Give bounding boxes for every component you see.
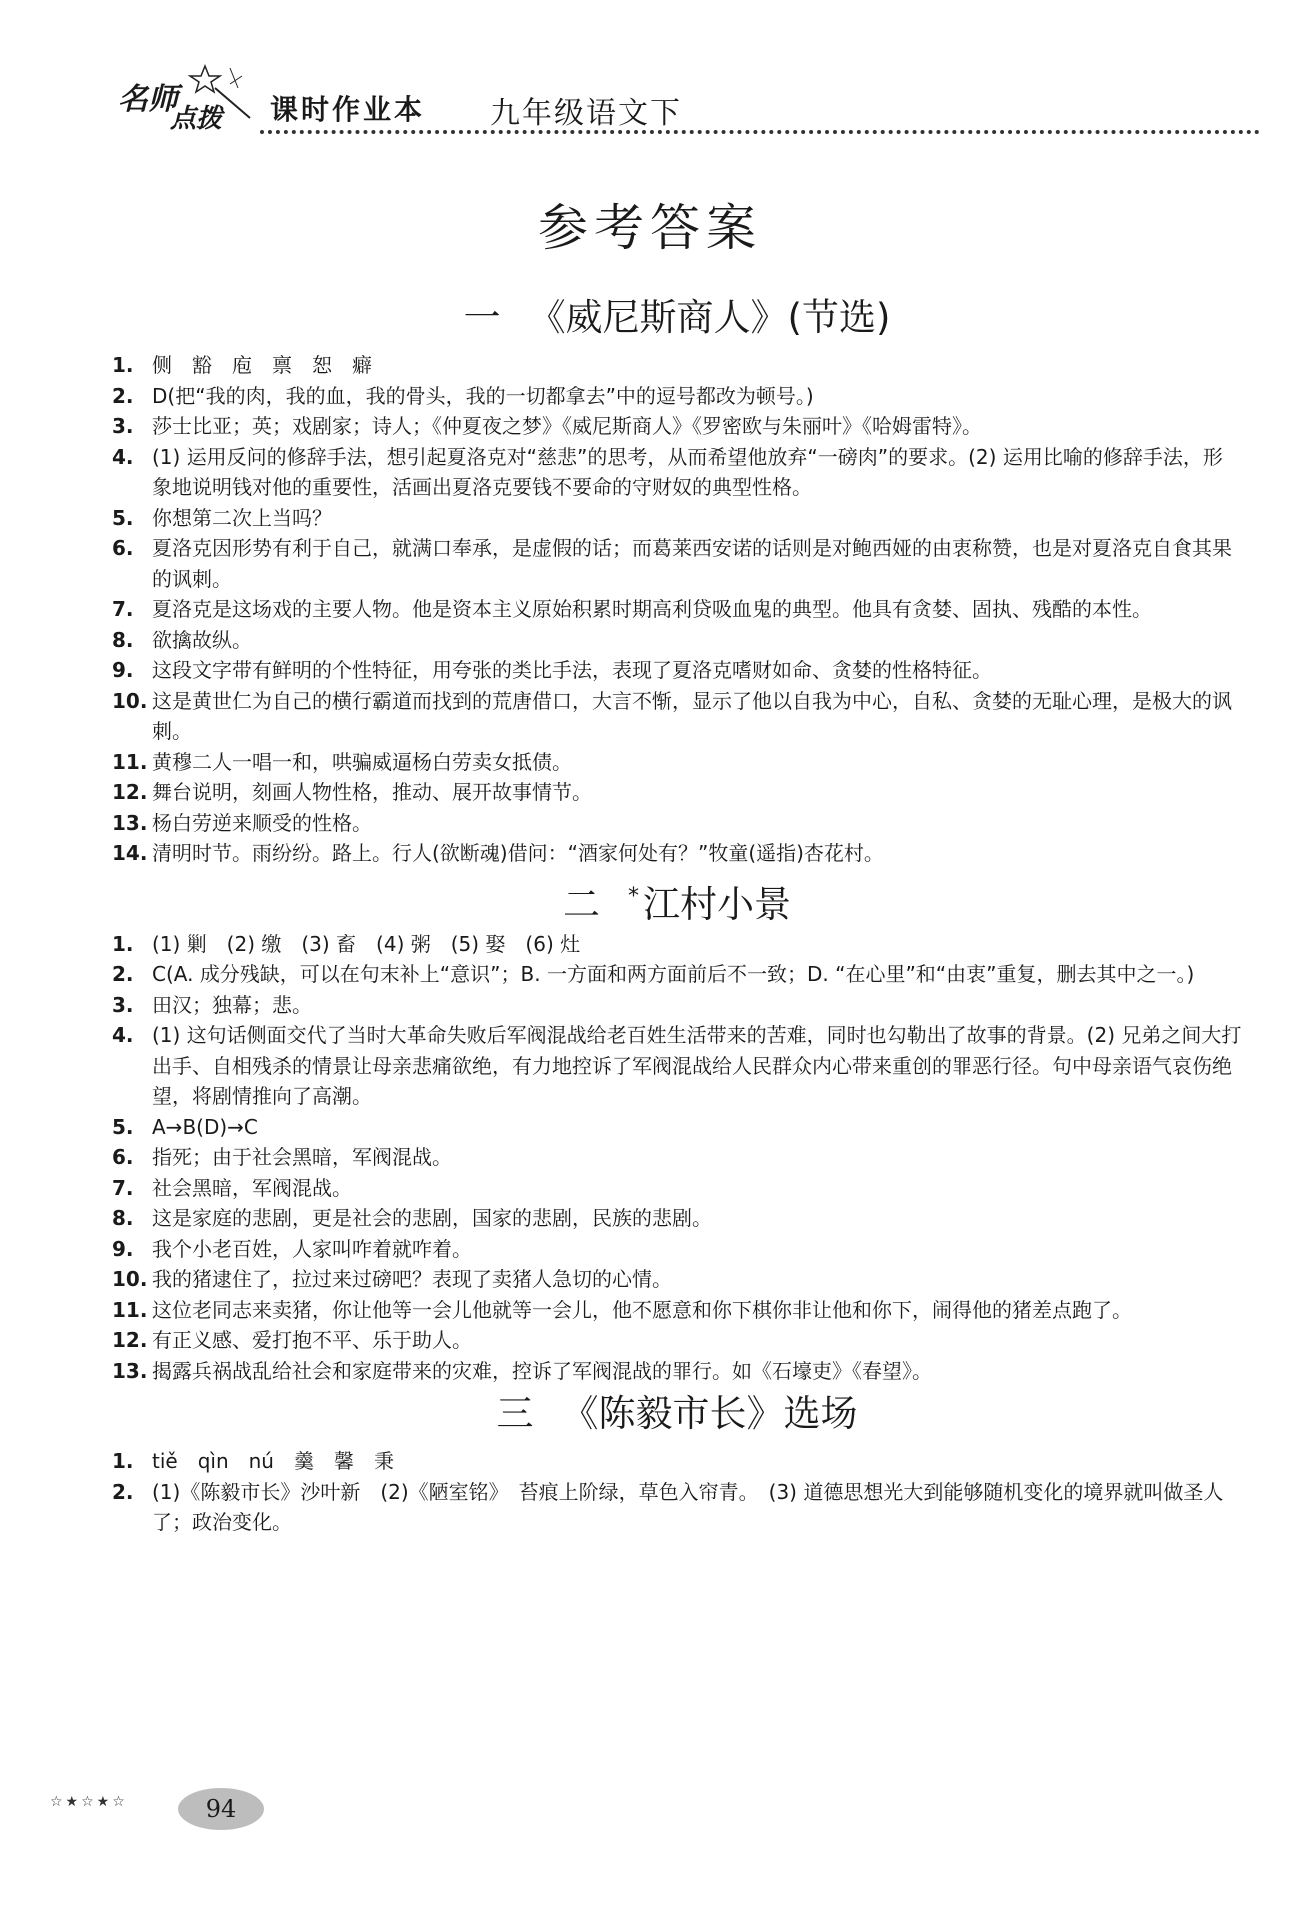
answer-item [112,1325,1242,1356]
answer-item [112,503,1242,534]
answer-number: 2. [112,1479,134,1504]
answer-content [112,290,1242,1538]
grade-subject: 九年级语文下 [490,96,682,131]
answer-item [112,1020,1242,1112]
answer-text: A→B(D)→C [152,1114,258,1139]
answer-number: 2. [112,962,134,986]
answer-text: 这是家庭的悲剧，更是社会的悲剧，国家的悲剧，民族的悲剧。 [152,1206,712,1230]
logo-text-line1: 名师 [118,82,178,117]
answer-item [112,625,1242,656]
answer-item [112,655,1242,686]
answer-item [112,1173,1242,1204]
answer-text: 指死；由于社会黑暗，军阀混战。 [152,1145,452,1169]
answer-number: 11. [112,1297,148,1322]
page-header [110,58,1260,138]
answer-number: 5. [112,505,134,530]
answer-number: 11. [112,749,148,774]
answer-number: 2. [112,383,134,408]
answer-text: 夏洛克是这场戏的主要人物。他是资本主义原始积累时期高利贷吸血鬼的典型。他具有贪婪、固执、残酷的本性。 [152,597,1152,621]
answer-text: 莎士比亚；英；戏剧家；诗人；《仲夏夜之梦》《威尼斯商人》《罗密欧与朱丽叶》《哈姆雷特》。 [152,414,982,438]
answer-number: 4. [112,1023,134,1047]
section-number: 一 [463,296,501,339]
answer-number: 8. [112,627,134,652]
answer-text: 侧 豁 庖 禀 恕 癖 [152,353,372,377]
answer-text: C(A. 成分残缺，可以在句末补上“意识”；B. 一方面和两方面前后不一致；D. “在心里”和“由衷”重复，删去其中之一。) [152,962,1195,986]
answer-text: 黄穆二人一唱一和，哄骗威逼杨白劳卖女抵债。 [152,749,572,774]
answer-item [112,838,1242,869]
answer-item [112,594,1242,625]
answer-item [112,350,1242,381]
answer-text: 我个小老百姓，人家叫咋着就咋着。 [152,1236,472,1261]
answer-text: 你想第二次上当吗？ [152,505,332,530]
answer-number: 12. [112,1328,148,1352]
answer-number: 13. [112,1358,148,1383]
answer-item [112,990,1242,1021]
answer-number: 3. [112,992,134,1017]
answer-text: 欲擒故纵。 [152,627,252,652]
answer-text: 田汉；独幕；悲。 [152,992,312,1017]
answer-item [112,1446,1242,1477]
answer-text: D(把“我的肉，我的血，我的骨头，我的一切都拿去”中的逗号都改为顿号。) [152,383,814,408]
logo-text-line2: 点拨 [170,104,223,134]
section-title-text: 江村小景 [643,882,791,926]
section-title-text: 《陈毅市长》选场 [561,1392,858,1435]
section-number: 三 [496,1392,534,1435]
header-dotted-rule [260,130,1260,134]
answer-number: 14. [112,841,148,865]
answer-number: 4. [112,444,134,469]
answer-text: 舞台说明，刻画人物性格，推动、展开故事情节。 [152,780,592,804]
answer-number: 1. [112,1449,134,1473]
answer-item [112,1295,1242,1326]
answer-text: (1)《陈毅市长》沙叶新 (2)《陋室铭》 苔痕上阶绿，草色入帘青。 (3) 道德思想光大到能够随机变化的境界就叫做圣人了；政治变化。 [152,1479,1224,1534]
answer-number: 5. [112,1114,134,1139]
answer-item [112,808,1242,839]
series-title: 课时作业本 [270,93,426,126]
answer-item [112,686,1242,747]
answer-item [112,411,1242,442]
publisher-logo [110,58,260,134]
answer-number: 10. [112,1267,148,1291]
section-title [112,1386,1242,1442]
decorative-stars-icon: ☆★☆★☆ [50,1794,128,1810]
page-number: 94 [205,1795,237,1823]
answer-number: 6. [112,1145,134,1169]
section-title-text: 《威尼斯商人》(节选) [528,296,891,339]
answer-number: 9. [112,658,134,682]
answer-number: 1. [112,931,134,956]
answer-text: 揭露兵祸战乱给社会和家庭带来的灾难，控诉了军阀混战的罪行。如《石壕吏》《春望》。 [152,1358,932,1383]
answer-item [112,1203,1242,1234]
answer-text: 清明时节。雨纷纷。路上。行人(欲断魂)借问：“酒家何处有？”牧童(遥指)杏花村。 [152,841,884,865]
page-footer [50,1778,290,1848]
answer-item [112,747,1242,778]
answer-item [112,381,1242,412]
answer-item [112,929,1242,960]
answer-text: 有正义感、爱打抱不平、乐于助人。 [152,1328,472,1352]
answer-number: 7. [112,1175,134,1200]
answer-text: 我的猪逮住了，拉过来过磅吧？表现了卖猪人急切的心情。 [152,1267,672,1291]
answer-number: 9. [112,1236,134,1261]
answer-item [112,1264,1242,1295]
answer-text: (1) 这句话侧面交代了当时大革命失败后军阀混战给老百姓生活带来的苦难，同时也勾勒出了故事的背景。(2) 兄弟之间大打出手、自相残杀的情景让母亲悲痛欲绝，有力地控诉了军阀混战给人民群众内心带来重创的罪恶行径。句中母亲语气哀伤绝望，将剧情推向了高潮。 [152,1023,1242,1108]
answer-item [112,442,1242,503]
answer-text: (1) 运用反问的修辞手法，想引起夏洛克对“慈悲”的思考，从而希望他放弃“一磅肉”的要求。(2) 运用比喻的修辞手法，形象地说明钱对他的重要性，活画出夏洛克要钱不要命的守财奴的典型性格。 [152,444,1223,499]
answer-item [112,1142,1242,1173]
answer-item [112,1112,1242,1143]
answer-text: 杨白劳逆来顺受的性格。 [152,810,372,835]
answer-number: 6. [112,536,134,560]
answer-text: (1) 剿 (2) 缴 (3) 畜 (4) 粥 (5) 娶 (6) 灶 [152,931,581,956]
answer-number: 13. [112,810,148,835]
optional-lesson-star-icon: * [628,883,639,909]
answer-item [112,1356,1242,1387]
answer-number: 7. [112,597,134,621]
answer-item [112,777,1242,808]
answer-text: tiě qìn nú 羹 馨 秉 [152,1449,394,1473]
section-number: 二 [563,882,600,926]
answer-item [112,1477,1242,1538]
answer-text: 夏洛克因形势有利于自己，就满口奉承，是虚假的话；而葛莱西安诺的话则是对鲍西娅的由衷称赞，也是对夏洛克自食其果的讽刺。 [152,536,1232,591]
answer-text: 社会黑暗，军阀混战。 [152,1175,352,1200]
answer-number: 1. [112,353,134,377]
section-title [112,869,1242,925]
answer-text: 这位老同志来卖猪，你让他等一会儿他就等一会儿，他不愿意和你下棋你非让他和你下，闹得他的猪差点跑了。 [152,1297,1132,1322]
answer-text: 这段文字带有鲜明的个性特征，用夸张的类比手法，表现了夏洛克嗜财如命、贪婪的性格特征。 [152,658,992,682]
answer-item [112,1234,1242,1265]
answer-item [112,959,1242,990]
answer-number: 8. [112,1206,134,1230]
answer-number: 10. [112,688,148,713]
answer-text: 这是黄世仁为自己的横行霸道而找到的荒唐借口，大言不惭，显示了他以自我为中心，自私、贪婪的无耻心理，是极大的讽刺。 [152,688,1232,743]
answer-number: 12. [112,780,148,804]
answer-number: 3. [112,414,134,438]
answer-item [112,533,1242,594]
section-title [112,290,1242,346]
page-title: 参考答案 [538,199,762,257]
